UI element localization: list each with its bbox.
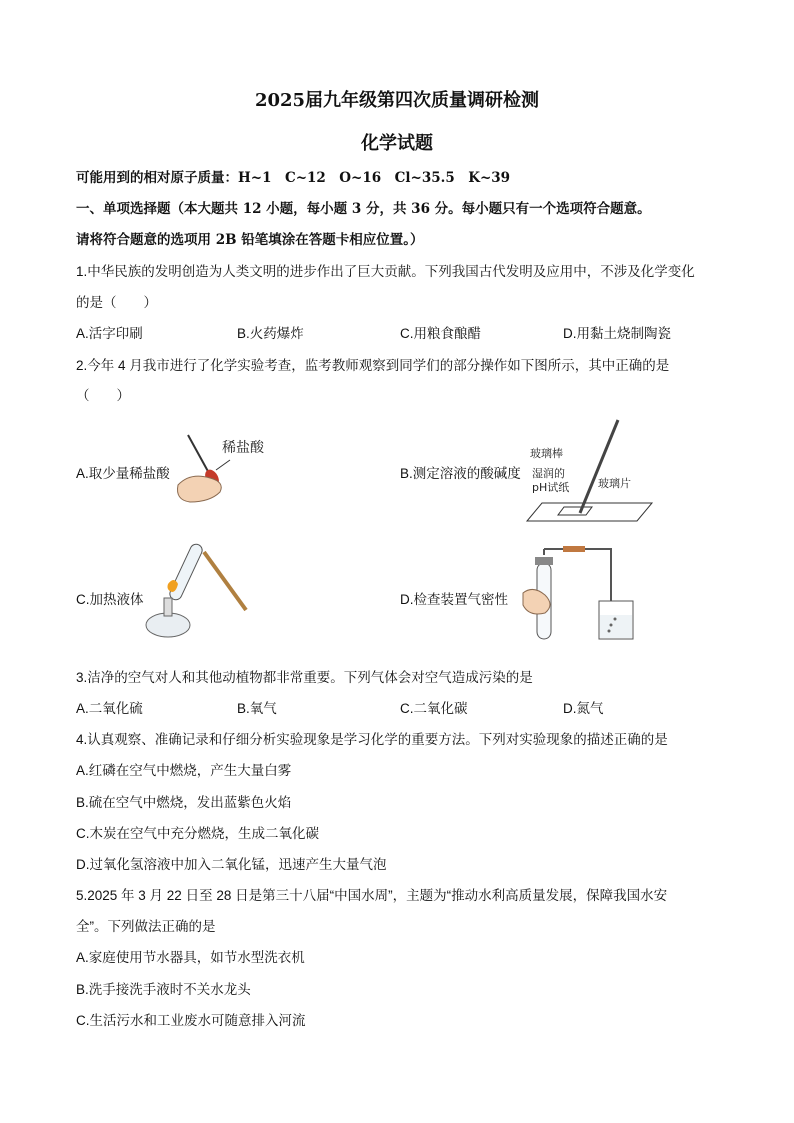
q3-option-c: C.二氧化碳 [400, 701, 468, 716]
q3-stem: 3.洁净的空气对人和其他动植物都非常重要。下列气体会对空气造成污染的是 [76, 670, 533, 685]
airtightness-figure [515, 545, 645, 645]
q1-option-d: D.用黏土烧制陶瓷 [563, 326, 671, 341]
q5-option-c: C.生活污水和工业废水可随意排入河流 [76, 1013, 306, 1028]
q1-option-b: B.火药爆炸 [237, 326, 304, 341]
atomic-masses: 可能用到的相对原子质量：H~1 C~12 O~16 Cl~35.5 K~39 [76, 170, 511, 186]
q1-option-a: A.活字印刷 [76, 326, 143, 341]
exam-subtitle: 化学试题 [361, 133, 433, 154]
q5-option-a: A.家庭使用节水器具，如节水型洗衣机 [76, 950, 305, 965]
exam-title: 2025届九年级第四次质量调研检测 [254, 90, 540, 111]
fig-b-label-paper: pH试纸 [532, 481, 570, 494]
fig-b-label-wet: 湿润的 [532, 467, 565, 480]
q2-stem-line2: （ ） [76, 388, 130, 403]
q1-option-c: C.用粮食酿醋 [400, 326, 481, 341]
q4-option-d: D.过氧化氢溶液中加入二氧化锰，迅速产生大量气泡 [76, 857, 387, 872]
section-heading-line2: 请将符合题意的选项用 2B 铅笔填涂在答题卡相应位置。） [76, 232, 424, 248]
q4-option-b: B.硫在空气中燃烧，发出蓝紫色火焰 [76, 795, 292, 810]
section-heading-line1: 一、单项选择题（本大题共 12 小题，每小题 3 分，共 36 分。每小题只有一个选项符合题意。 [76, 201, 651, 217]
dropper-hand-figure [170, 430, 280, 510]
q4-option-c: C.木炭在空气中充分燃烧，生成二氧化碳 [76, 826, 319, 841]
q4-option-a: A.红磷在空气中燃烧，产生大量白雾 [76, 763, 292, 778]
ph-test-figure [522, 415, 672, 530]
q4-stem: 4.认真观察、准确记录和仔细分析实验现象是学习化学的重要方法。下列对实验现象的描述正确的是 [76, 732, 668, 747]
q1-stem-line2: 的是（ ） [76, 295, 157, 310]
fig-b-label-glass: 玻璃片 [598, 477, 631, 490]
q2-option-a: A.取少量稀盐酸 [76, 466, 170, 481]
q2-option-d: D.检查装置气密性 [400, 592, 508, 607]
q5-stem-line1: 5.2025 年 3 月 22 日至 28 日是第三十八届“中国水周”，主题为“推动水利高质量发展，保障我国水安 [76, 888, 668, 903]
q2-option-c: C.加热液体 [76, 592, 144, 607]
q3-option-a: A.二氧化硫 [76, 701, 143, 716]
q1-stem-line1: 1.中华民族的发明创造为人类文明的进步作出了巨大贡献。下列我国古代发明及应用中，不涉及化学变化 [76, 264, 695, 279]
q2-option-b: B.测定溶液的酸碱度 [400, 466, 521, 481]
q5-stem-line2: 全”。下列做法正确的是 [76, 919, 216, 934]
q3-option-d: D.氮气 [563, 701, 604, 716]
heating-liquid-figure [138, 540, 258, 650]
q3-option-b: B.氧气 [237, 701, 277, 716]
fig-a-label: 稀盐酸 [222, 440, 264, 456]
fig-b-label-rod: 玻璃棒 [530, 447, 563, 460]
q2-stem-line1: 2.今年 4 月我市进行了化学实验考查，监考教师观察到同学们的部分操作如下图所示，其中正确的是 [76, 358, 670, 373]
q5-option-b: B.洗手接洗手液时不关水龙头 [76, 982, 251, 997]
